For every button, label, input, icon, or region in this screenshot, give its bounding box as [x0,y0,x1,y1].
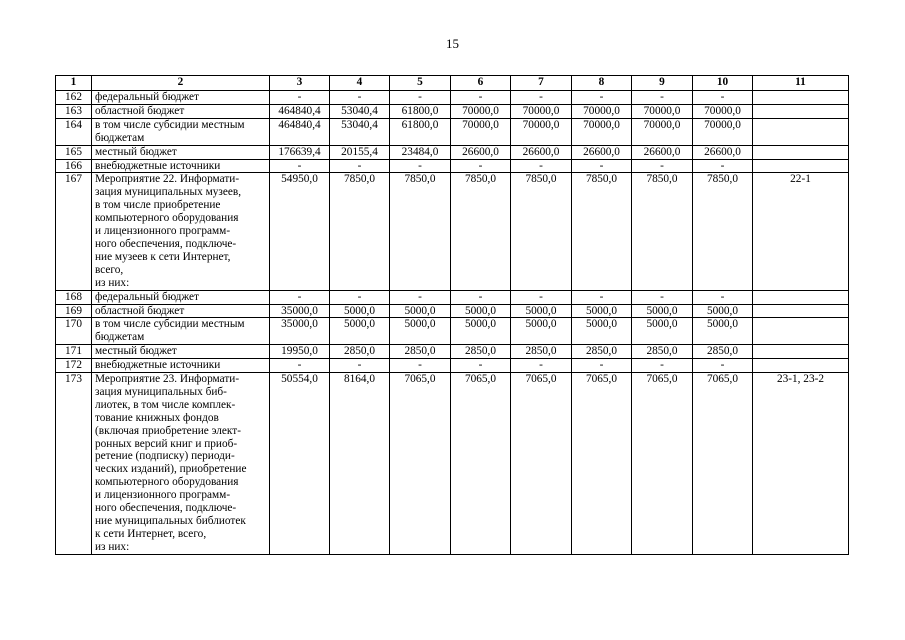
column-header: 8 [572,76,632,91]
value-cell: 19950,0 [270,345,330,359]
value-cell: 23484,0 [390,145,451,159]
row-number-cell: 164 [56,118,92,145]
value-cell: 5000,0 [390,304,451,318]
row-number-cell: 163 [56,104,92,118]
header-row [56,76,849,91]
value-cell: 70000,0 [572,104,632,118]
value-cell: 7850,0 [572,173,632,290]
row-name-cell: внебюджетные источники [92,359,270,373]
row-name-cell: местный бюджет [92,145,270,159]
column-header: 4 [330,76,390,91]
table-row [56,145,849,159]
table-row [56,118,849,145]
table-row [56,159,849,173]
value-cell: 70000,0 [693,118,753,145]
row-name-cell: в том числе субсидии местным бюджетам [92,118,270,145]
value-cell: 5000,0 [330,318,390,345]
value-cell: 70000,0 [451,104,511,118]
value-cell: 5000,0 [390,318,451,345]
value-cell: - [390,359,451,373]
value-cell: 5000,0 [632,304,693,318]
value-cell: 61800,0 [390,118,451,145]
value-cell: 464840,4 [270,104,330,118]
value-cell: - [270,359,330,373]
value-cell: - [330,91,390,105]
value-cell: - [511,290,572,304]
value-cell: - [451,91,511,105]
value-cell: 2850,0 [632,345,693,359]
column-header: 2 [92,76,270,91]
value-cell: - [390,290,451,304]
value-cell: 35000,0 [270,304,330,318]
value-cell: - [451,159,511,173]
row-number-cell: 171 [56,345,92,359]
value-cell: - [572,359,632,373]
row-name-cell: областной бюджет [92,304,270,318]
value-cell: 176639,4 [270,145,330,159]
row-name-cell: местный бюджет [92,345,270,359]
row-number-cell: 166 [56,159,92,173]
table-row [56,91,849,105]
value-cell: - [270,159,330,173]
value-cell: 26600,0 [693,145,753,159]
value-cell: - [632,290,693,304]
value-cell: 7850,0 [451,173,511,290]
row-number-cell: 167 [56,173,92,290]
indicator-ref-cell [753,318,849,345]
value-cell: 70000,0 [572,118,632,145]
value-cell: 53040,4 [330,104,390,118]
row-number-cell: 173 [56,373,92,555]
value-cell: 26600,0 [632,145,693,159]
budget-table [55,75,849,555]
value-cell: 54950,0 [270,173,330,290]
value-cell: 5000,0 [451,318,511,345]
table-row [56,304,849,318]
value-cell: 2850,0 [330,345,390,359]
value-cell: 7065,0 [451,373,511,555]
value-cell: - [330,159,390,173]
value-cell: 464840,4 [270,118,330,145]
value-cell: 7850,0 [632,173,693,290]
indicator-ref-cell [753,91,849,105]
value-cell: - [572,159,632,173]
row-number-cell: 165 [56,145,92,159]
value-cell: - [632,359,693,373]
value-cell: 7850,0 [390,173,451,290]
value-cell: 5000,0 [693,304,753,318]
page-number: 15 [446,36,459,51]
value-cell: 2850,0 [511,345,572,359]
value-cell: - [693,359,753,373]
row-number-cell: 170 [56,318,92,345]
row-name-cell: в том числе субсидии местным бюджетам [92,318,270,345]
value-cell: 7065,0 [390,373,451,555]
indicator-ref-cell [753,290,849,304]
value-cell: 5000,0 [693,318,753,345]
value-cell: 7850,0 [693,173,753,290]
value-cell: 2850,0 [572,345,632,359]
indicator-ref-cell [753,345,849,359]
row-name-cell: федеральный бюджет [92,290,270,304]
value-cell: 5000,0 [632,318,693,345]
value-cell: - [390,159,451,173]
value-cell: 50554,0 [270,373,330,555]
value-cell: 7850,0 [330,173,390,290]
row-name-cell: Мероприятие 23. Информати- зация муниципальных биб- лиотек, в том числе комплек- тование книжных фондов (включая приобретение элект- ронных версий книг и приоб- ретение (подписку) периоди- ческих изданий), приобретение компьютерного оборудования и лицензионного программ- ного обеспечения, подключе- ние муниципальных библиотек к сети Интернет, всего, из них: [92,373,270,555]
value-cell: - [270,290,330,304]
value-cell: - [693,91,753,105]
indicator-ref-cell: 23-1, 23-2 [753,373,849,555]
value-cell: 5000,0 [511,318,572,345]
value-cell: 61800,0 [390,104,451,118]
value-cell: 26600,0 [572,145,632,159]
value-cell: 2850,0 [693,345,753,359]
row-number-cell: 162 [56,91,92,105]
value-cell: 70000,0 [511,104,572,118]
value-cell: 7065,0 [632,373,693,555]
column-header: 3 [270,76,330,91]
value-cell: 70000,0 [632,104,693,118]
row-name-cell: федеральный бюджет [92,91,270,105]
value-cell: - [451,290,511,304]
value-cell: 70000,0 [632,118,693,145]
value-cell: - [511,91,572,105]
value-cell: - [693,159,753,173]
value-cell: 7850,0 [511,173,572,290]
indicator-ref-cell [753,145,849,159]
value-cell: - [511,359,572,373]
row-name-cell: внебюджетные источники [92,159,270,173]
value-cell: 5000,0 [451,304,511,318]
value-cell: 70000,0 [511,118,572,145]
table-row [56,359,849,373]
indicator-ref-cell: 22-1 [753,173,849,290]
row-number-cell: 172 [56,359,92,373]
column-header: 10 [693,76,753,91]
value-cell: - [632,91,693,105]
value-cell: - [451,359,511,373]
value-cell: - [330,359,390,373]
table-row [56,345,849,359]
value-cell: 2850,0 [451,345,511,359]
column-header: 7 [511,76,572,91]
value-cell: 5000,0 [572,304,632,318]
value-cell: 5000,0 [330,304,390,318]
value-cell: - [390,91,451,105]
value-cell: 5000,0 [572,318,632,345]
row-name-cell: Мероприятие 22. Информати- зация муниципальных музеев, в том числе приобретение компьютерного оборудования и лицензионного программ- ного обеспечения, подключе- ние музеев к сети Интернет, всего, из них: [92,173,270,290]
value-cell: - [270,91,330,105]
value-cell: 20155,4 [330,145,390,159]
row-number-cell: 168 [56,290,92,304]
column-header: 5 [390,76,451,91]
indicator-ref-cell [753,104,849,118]
value-cell: 7065,0 [572,373,632,555]
column-header: 1 [56,76,92,91]
value-cell: - [330,290,390,304]
value-cell: - [572,91,632,105]
indicator-ref-cell [753,159,849,173]
value-cell: - [511,159,572,173]
column-header: 11 [753,76,849,91]
indicator-ref-cell [753,304,849,318]
value-cell: 8164,0 [330,373,390,555]
value-cell: - [693,290,753,304]
indicator-ref-cell [753,359,849,373]
value-cell: 7065,0 [693,373,753,555]
column-header: 9 [632,76,693,91]
indicator-ref-cell [753,118,849,145]
value-cell: 5000,0 [511,304,572,318]
value-cell: - [572,290,632,304]
table-row [56,373,849,555]
value-cell: - [632,159,693,173]
table-row [56,104,849,118]
value-cell: 7065,0 [511,373,572,555]
row-name-cell: областной бюджет [92,104,270,118]
table-row [56,173,849,290]
table-row [56,318,849,345]
column-header: 6 [451,76,511,91]
value-cell: 35000,0 [270,318,330,345]
row-number-cell: 169 [56,304,92,318]
table-body [56,91,849,555]
value-cell: 26600,0 [511,145,572,159]
table-row [56,290,849,304]
value-cell: 70000,0 [451,118,511,145]
value-cell: 26600,0 [451,145,511,159]
value-cell: 70000,0 [693,104,753,118]
value-cell: 53040,4 [330,118,390,145]
value-cell: 2850,0 [390,345,451,359]
